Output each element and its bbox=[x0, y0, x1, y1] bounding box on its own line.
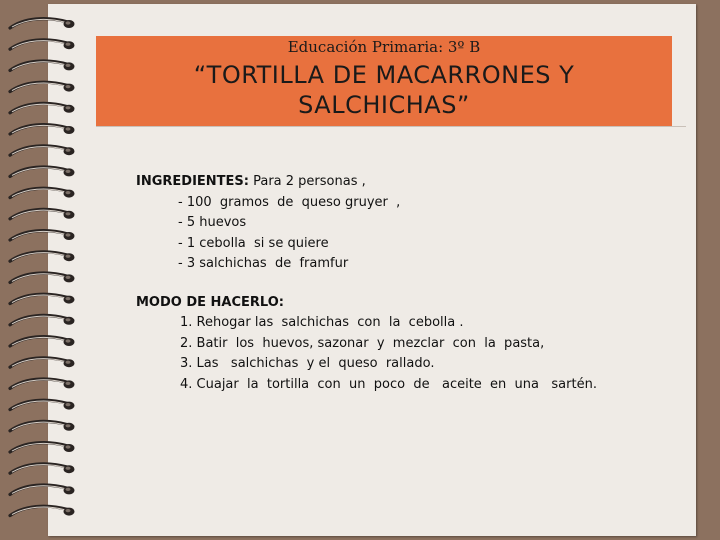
spiral-ring bbox=[10, 464, 75, 473]
ingredients-label: INGREDIENTES: bbox=[136, 174, 249, 189]
spiral-ring bbox=[10, 146, 75, 155]
ingredient-item: - 3 salchichas de framfur bbox=[178, 256, 349, 271]
spiral-ring bbox=[10, 61, 75, 70]
spiral-ring bbox=[10, 40, 75, 49]
method-heading: MODO DE HACERLO: bbox=[136, 294, 284, 310]
recipe-title bbox=[96, 60, 672, 120]
method-step: 1. Rehogar las salchichas con la cebolla . bbox=[180, 315, 464, 330]
spiral-ring bbox=[10, 188, 75, 197]
ingredients-heading bbox=[136, 172, 676, 193]
spiral-ring bbox=[10, 421, 75, 430]
method-step: 4. Cuajar la tortilla con un poco de aceite en una sartén. bbox=[180, 376, 597, 392]
course-subtitle: Educación Primaria: 3º B bbox=[287, 38, 481, 56]
ingredient-item: - 100 gramos de queso gruyer , bbox=[178, 194, 401, 210]
spiral-ring bbox=[10, 125, 75, 134]
spiral-ring bbox=[10, 19, 75, 28]
servings-text: Para 2 personas , bbox=[248, 174, 366, 189]
spiral-ring bbox=[10, 506, 75, 515]
ingredient-item: - 5 huevos bbox=[178, 215, 247, 230]
spiral-binding bbox=[6, 0, 86, 540]
spiral-ring bbox=[10, 231, 75, 240]
spiral-ring bbox=[10, 443, 75, 452]
spiral-ring bbox=[10, 252, 75, 261]
ingredient-item: - 1 cebolla si se quiere bbox=[178, 235, 329, 251]
spiral-ring bbox=[10, 400, 75, 409]
spiral-ring bbox=[10, 209, 75, 218]
spiral-ring bbox=[10, 294, 75, 303]
spiral-ring bbox=[10, 82, 75, 91]
recipe-title-line1: “TORTILLA DE MACARRONES Y bbox=[193, 61, 575, 89]
spiral-ring bbox=[10, 379, 75, 388]
method-step: 3. Las salchichas y el queso rallado. bbox=[180, 356, 435, 371]
spiral-ring bbox=[10, 358, 75, 367]
method-step: 2. Batir los huevos, sazonar y mezclar con la pasta, bbox=[180, 335, 545, 351]
spiral-ring bbox=[10, 485, 75, 494]
spiral-ring bbox=[10, 103, 75, 112]
spiral-ring bbox=[10, 337, 75, 346]
spiral-ring bbox=[10, 315, 75, 324]
spiral-ring bbox=[10, 273, 75, 282]
divider bbox=[96, 126, 686, 127]
recipe-title-line2: SALCHICHAS” bbox=[298, 91, 470, 119]
recipe-content bbox=[136, 172, 676, 395]
spiral-ring bbox=[10, 167, 75, 176]
